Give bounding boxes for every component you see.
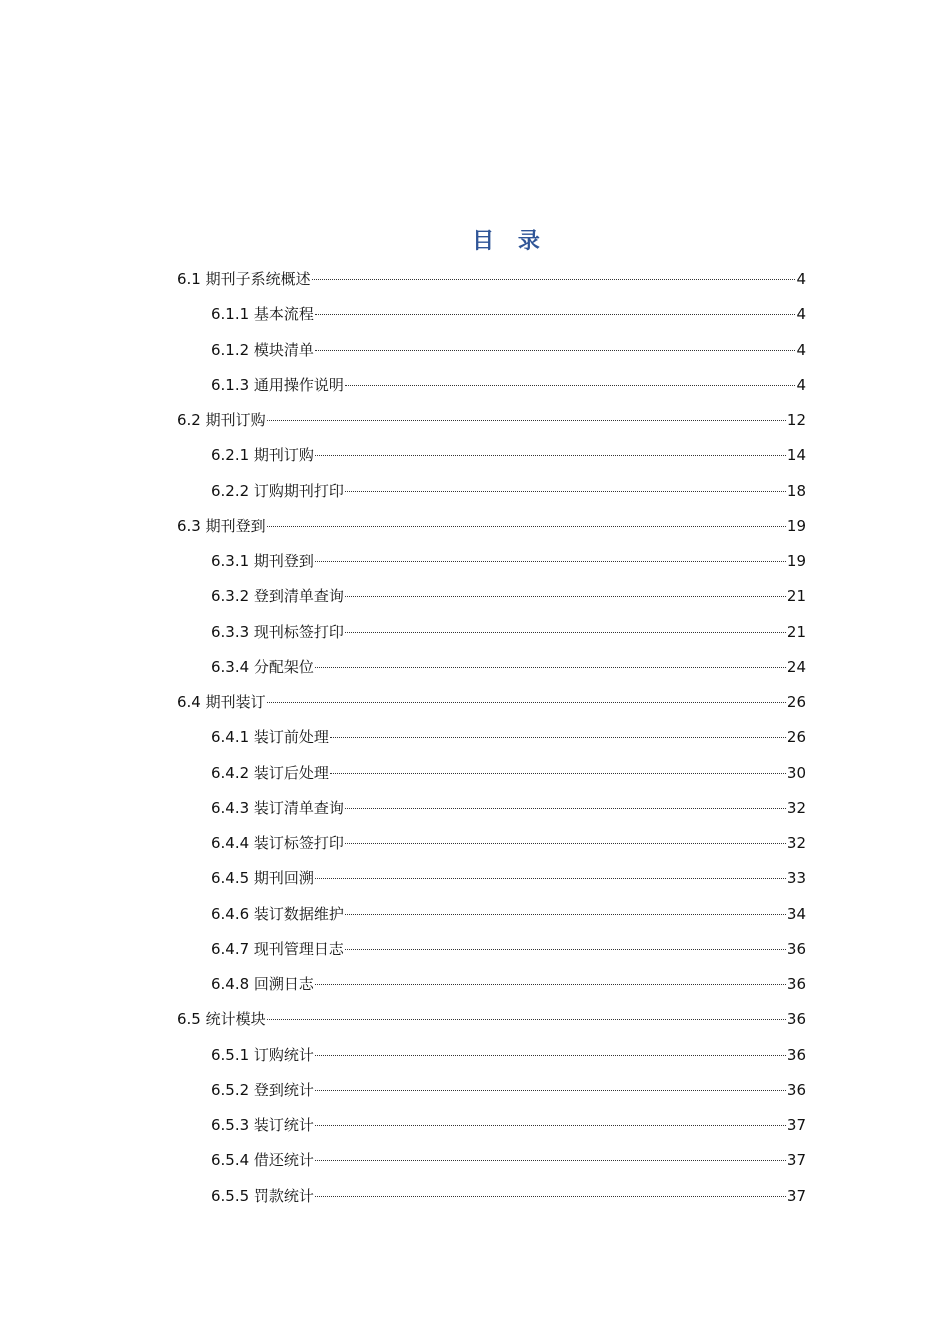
- toc-entry-text: 6.4.6 装订数据维护: [211, 904, 344, 923]
- toc-entry-page-number: 36: [786, 1080, 806, 1099]
- toc-dot-leader: [315, 878, 786, 879]
- toc-dot-leader: [315, 561, 786, 562]
- toc-dot-leader: [267, 420, 786, 421]
- toc-entry-page-number: 21: [786, 587, 806, 606]
- toc-dot-leader: [330, 737, 786, 738]
- toc-dot-leader: [315, 1090, 786, 1091]
- toc-entry[interactable]: [177, 615, 806, 650]
- toc-entry[interactable]: [177, 861, 806, 896]
- toc-entry-text: 6.4 期刊装订: [177, 693, 266, 711]
- toc-entry[interactable]: [177, 579, 806, 614]
- toc-dot-leader: [267, 1019, 786, 1020]
- toc-entry-text: 6.4.2 装订后处理: [211, 763, 329, 782]
- toc-entry-text: 6.2 期刊订购: [177, 411, 266, 429]
- toc-entry-text: 6.4.1 装订前处理: [211, 728, 329, 747]
- toc-dot-leader: [315, 1125, 786, 1126]
- toc-entry-page-number: 32: [786, 834, 806, 852]
- toc-dot-leader: [315, 1055, 786, 1056]
- toc-entry[interactable]: [177, 756, 806, 791]
- toc-entry[interactable]: [177, 438, 806, 473]
- toc-dot-leader: [315, 667, 786, 668]
- toc-entry-page-number: 4: [796, 270, 806, 288]
- toc-entry-page-number: 36: [786, 939, 806, 958]
- toc-entry[interactable]: [177, 544, 806, 579]
- toc-entry[interactable]: [177, 1143, 806, 1178]
- toc-entry-page-number: 30: [786, 763, 806, 782]
- toc-dot-leader: [345, 949, 786, 950]
- toc-entry-page-number: 26: [786, 728, 806, 747]
- toc-entry[interactable]: [177, 685, 806, 720]
- toc-entry-page-number: 14: [786, 446, 806, 465]
- toc-entry[interactable]: [177, 826, 806, 861]
- toc-entry-text: 6.2.2 订购期刊打印: [211, 481, 344, 500]
- toc-entry-text: 6.5.2 登到统计: [211, 1080, 314, 1099]
- toc-dot-leader: [345, 843, 786, 844]
- toc-entry-text: 6.4.5 期刊回溯: [211, 869, 314, 888]
- toc-dot-leader: [315, 1196, 786, 1197]
- toc-entry-page-number: 19: [786, 552, 806, 570]
- toc-entry-page-number: 24: [786, 657, 806, 676]
- toc-entry[interactable]: [177, 1179, 806, 1214]
- toc-entry-text: 6.4.8 回溯日志: [211, 975, 314, 993]
- toc-entry-page-number: 37: [786, 1116, 806, 1134]
- toc-entry[interactable]: [177, 262, 806, 297]
- toc-entry[interactable]: [177, 1073, 806, 1108]
- toc-entry-page-number: 36: [786, 1045, 806, 1064]
- toc-entry-page-number: 36: [786, 1010, 806, 1029]
- toc-dot-leader: [345, 596, 786, 597]
- toc-entry[interactable]: [177, 297, 806, 332]
- toc-entry[interactable]: [177, 897, 806, 932]
- toc-entry-page-number: 21: [786, 622, 806, 641]
- toc-entry-text: 6.5.1 订购统计: [211, 1045, 314, 1064]
- toc-entry-text: 6.1.1 基本流程: [211, 305, 314, 324]
- toc-dot-leader: [267, 702, 786, 703]
- toc-entry-text: 6.3.4 分配架位: [211, 657, 314, 676]
- toc-entry[interactable]: [177, 791, 806, 826]
- toc-dot-leader: [345, 808, 786, 809]
- toc-entry-text: 6.3.3 现刊标签打印: [211, 622, 344, 641]
- toc-entry-text: 6.3 期刊登到: [177, 516, 266, 535]
- toc-entry-page-number: 19: [786, 516, 806, 535]
- toc-dot-leader: [315, 984, 786, 985]
- toc-entry-text: 6.1.3 通用操作说明: [211, 375, 344, 394]
- toc-dot-leader: [312, 279, 796, 280]
- toc-dot-leader: [267, 526, 786, 527]
- toc-entry-page-number: 34: [786, 904, 806, 923]
- toc-entry[interactable]: [177, 1038, 806, 1073]
- toc-dot-leader: [330, 773, 786, 774]
- toc-entry[interactable]: [177, 720, 806, 755]
- toc-entry-text: 6.5 统计模块: [177, 1010, 266, 1029]
- toc-entry[interactable]: [177, 368, 806, 403]
- toc-entry-page-number: 33: [786, 869, 806, 888]
- toc-dot-leader: [315, 314, 796, 315]
- toc-dot-leader: [345, 632, 786, 633]
- toc-dot-leader: [345, 914, 786, 915]
- toc-entry-page-number: 4: [796, 375, 806, 394]
- toc-entry-page-number: 4: [796, 340, 806, 359]
- toc-entry-text: 6.5.4 借还统计: [211, 1151, 314, 1170]
- toc-entry[interactable]: [177, 403, 806, 438]
- toc-dot-leader: [315, 455, 786, 456]
- toc-entry-page-number: 32: [786, 798, 806, 817]
- toc-entry-text: 6.5.5 罚款统计: [211, 1186, 314, 1205]
- toc-entry[interactable]: [177, 1002, 806, 1037]
- toc-list: [177, 262, 806, 1214]
- toc-entry-text: 6.4.7 现刊管理日志: [211, 939, 344, 958]
- toc-entry-text: 6.5.3 装订统计: [211, 1116, 314, 1134]
- toc-entry-page-number: 36: [786, 975, 806, 993]
- toc-entry-page-number: 12: [786, 411, 806, 429]
- toc-entry-text: 6.1 期刊子系统概述: [177, 270, 311, 288]
- toc-entry[interactable]: [177, 932, 806, 967]
- toc-entry-text: 6.4.3 装订清单查询: [211, 798, 344, 817]
- toc-entry[interactable]: [177, 1108, 806, 1143]
- toc-entry-text: 6.3.1 期刊登到: [211, 552, 314, 570]
- toc-entry-page-number: 18: [786, 481, 806, 500]
- toc-entry[interactable]: [177, 650, 806, 685]
- toc-entry[interactable]: [177, 509, 806, 544]
- toc-dot-leader: [345, 385, 796, 386]
- toc-entry-page-number: 37: [786, 1186, 806, 1205]
- toc-entry[interactable]: [177, 333, 806, 368]
- toc-entry-page-number: 26: [786, 693, 806, 711]
- toc-entry[interactable]: [177, 474, 806, 509]
- toc-dot-leader: [345, 491, 786, 492]
- toc-dot-leader: [315, 1160, 786, 1161]
- toc-entry[interactable]: [177, 967, 806, 1002]
- toc-entry-text: 6.4.4 装订标签打印: [211, 834, 344, 852]
- toc-entry-page-number: 4: [796, 305, 806, 324]
- toc-entry-text: 6.1.2 模块清单: [211, 340, 314, 359]
- toc-entry-text: 6.2.1 期刊订购: [211, 446, 314, 465]
- toc-dot-leader: [315, 350, 796, 351]
- toc-entry-text: 6.3.2 登到清单查询: [211, 587, 344, 606]
- toc-title: 目 录: [472, 229, 548, 254]
- toc-entry-page-number: 37: [786, 1151, 806, 1170]
